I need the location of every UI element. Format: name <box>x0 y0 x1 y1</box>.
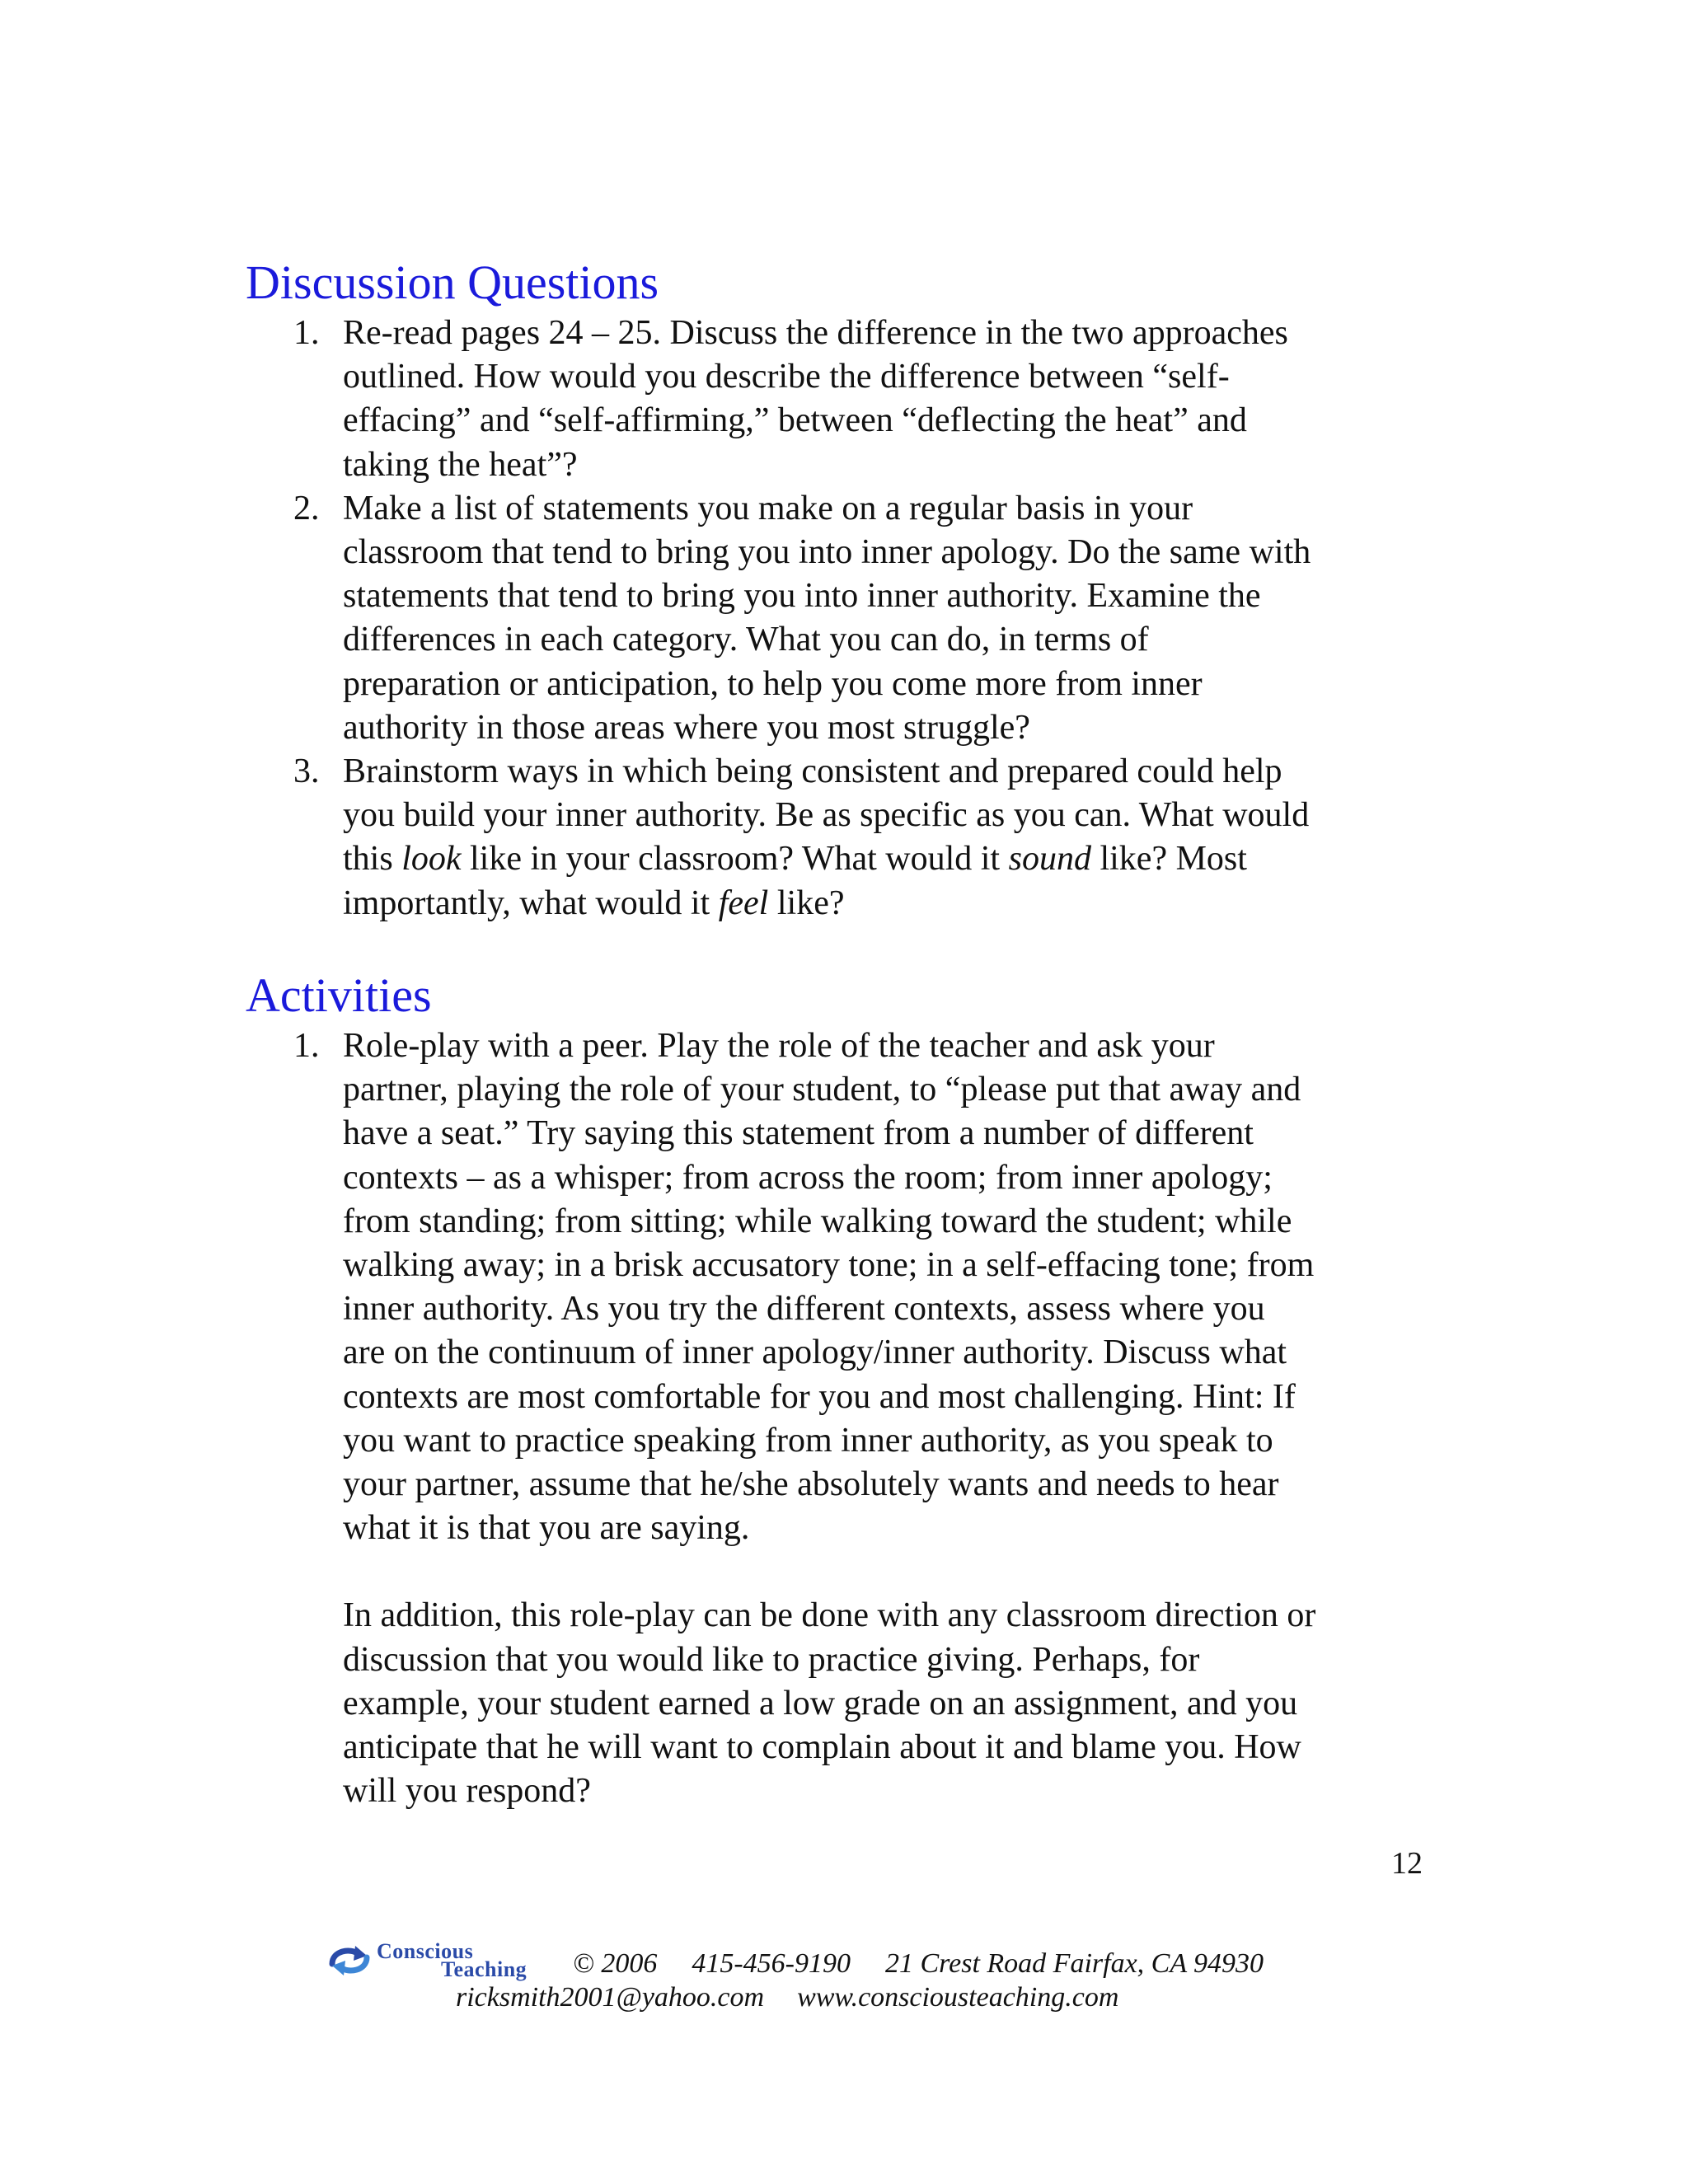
emphasis-feel: feel <box>718 883 769 922</box>
circular-arrows-icon <box>326 1943 373 1979</box>
copyright: © 2006 <box>573 1948 658 1979</box>
item-text-line: outlined. How would you describe the difference between “self- <box>343 358 1230 396</box>
text-run: like in your classroom? What would it <box>461 840 1009 879</box>
footer-contact <box>573 1947 1298 1980</box>
item-text-line: preparation or anticipation, to help you come more from inner <box>343 664 1203 703</box>
item-text-line: anticipate that he will want to complain about it and blame you. How <box>343 1728 1301 1767</box>
emphasis-sound: sound <box>1008 840 1091 879</box>
item-text-line <box>343 882 1442 926</box>
item-text-line: differences in each category. What you can do, in terms of <box>343 621 1149 659</box>
item-text-line: discussion that you would like to practice giving. Perhaps, for <box>343 1640 1200 1679</box>
item-number: 1. <box>293 1027 320 1065</box>
item-text-line: taking the heat”? <box>343 445 578 484</box>
item-text-line <box>343 837 1442 881</box>
list-item <box>247 750 1442 926</box>
item-text-line: Re-read pages 24 – 25. Discuss the difference in the two approaches <box>343 314 1288 352</box>
discussion-questions-list <box>247 312 1442 926</box>
text-run: this <box>343 840 402 879</box>
item-text-line: statements that tend to bring you into inner authority. Examine the <box>343 577 1261 616</box>
item-text-line: you want to practice speaking from inner authority, as you speak to <box>343 1421 1273 1460</box>
item-text-line: are on the continuum of inner apology/inner authority. Discuss what <box>343 1333 1287 1372</box>
item-text-line: Make a list of statements you make on a regular basis in your <box>343 489 1193 527</box>
item-text-line: contexts – as a whisper; from across the room; from inner apology; <box>343 1158 1273 1197</box>
item-text-line: contexts are most comfortable for you and most challenging. Hint: If <box>343 1377 1296 1416</box>
item-text-line: walking away; in a brisk accusatory tone; in a self-effacing tone; from <box>343 1246 1315 1285</box>
item-text-line: inner authority. As you try the different contexts, assess where you <box>343 1290 1265 1329</box>
logo-word-conscious: Conscious <box>377 1939 474 1963</box>
item-text-line: from standing; from sitting; while walking toward the student; while <box>343 1202 1292 1240</box>
item-text-line: classroom that tend to bring you into inner apology. Do the same with <box>343 533 1311 572</box>
item-text-line: you build your inner authority. Be as specific as you can. What would <box>343 796 1310 835</box>
page-number: 12 <box>1391 1846 1423 1881</box>
email-link[interactable]: ricksmith2001@yahoo.com <box>456 1982 765 2013</box>
paragraph-gap <box>343 1550 1442 1594</box>
item-text-line: In addition, this role-play can be done with any classroom direction or <box>343 1596 1316 1635</box>
list-item <box>247 1024 1442 1813</box>
list-item <box>247 312 1442 487</box>
item-number: 2. <box>293 489 320 527</box>
conscious-teaching-logo <box>326 1941 565 1982</box>
item-number: 1. <box>293 314 320 352</box>
item-text-line: what it is that you are saying. <box>343 1509 750 1548</box>
list-item <box>247 487 1442 750</box>
item-text-line: example, your student earned a low grade on an assignment, and you <box>343 1684 1298 1722</box>
item-text-line: authority in those areas where you most struggle? <box>343 708 1030 747</box>
item-text-line: will you respond? <box>343 1772 591 1811</box>
address: 21 Crest Road Fairfax, CA 94930 <box>885 1948 1264 1979</box>
item-number: 3. <box>293 752 320 791</box>
activities-list <box>247 1024 1442 1813</box>
text-run: like? Most <box>1090 840 1247 879</box>
logo-word-teaching: Teaching <box>441 1957 528 1981</box>
activities-heading: Activities <box>246 968 432 1022</box>
text-run: like? <box>768 883 845 922</box>
item-text-line: effacing” and “self-affirming,” between “deflecting the heat” and <box>343 401 1247 440</box>
footer-line-2 <box>456 1981 1151 2014</box>
item-text-line: Role-play with a peer. Play the role of the teacher and ask your <box>343 1027 1215 1065</box>
phone: 415-456-9190 <box>692 1948 851 1979</box>
item-text-line: have a seat.” Try saying this statement from a number of different <box>343 1114 1254 1153</box>
item-text-line: Brainstorm ways in which being consistent and prepared could help <box>343 752 1282 791</box>
discussion-questions-heading: Discussion Questions <box>246 255 659 309</box>
item-text-line: your partner, assume that he/she absolutely wants and needs to hear <box>343 1465 1279 1504</box>
website-link[interactable]: www.consciousteaching.com <box>797 1982 1119 2013</box>
item-text-line: partner, playing the role of your student, to “please put that away and <box>343 1071 1301 1109</box>
emphasis-look: look <box>401 840 462 879</box>
text-run: importantly, what would it <box>343 883 719 922</box>
